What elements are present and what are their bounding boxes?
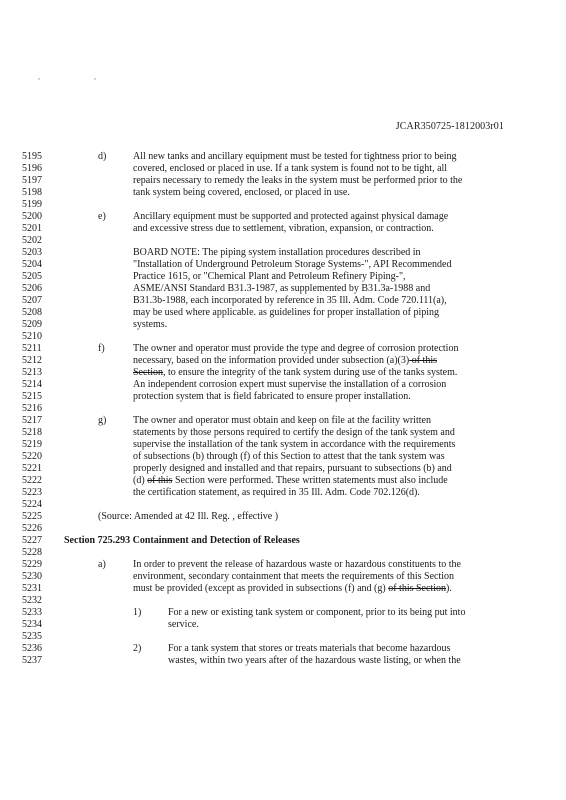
line-number: 5199 bbox=[22, 198, 42, 210]
text-run: B31.3b-1988, each incorporated by reference in 35 Ill. Adm. Code 720.111(a), bbox=[133, 294, 447, 306]
text-run: tank system being covered, enclosed, or placed in use. bbox=[133, 186, 350, 198]
line-number: 5217 bbox=[22, 414, 42, 426]
line-text bbox=[133, 307, 439, 319]
document-line bbox=[0, 331, 566, 343]
document-line bbox=[0, 283, 566, 295]
line-number: 5227 bbox=[22, 534, 42, 546]
line-number: 5235 bbox=[22, 630, 42, 642]
text-run: The owner and operator must obtain and keep on file at the facility written bbox=[133, 414, 431, 426]
line-text bbox=[133, 391, 411, 403]
document-line bbox=[0, 403, 566, 415]
document-line bbox=[0, 607, 566, 619]
text-run: The owner and operator must provide the type and degree of corrosion protection bbox=[133, 342, 459, 354]
document-line bbox=[0, 175, 566, 187]
document-line bbox=[0, 643, 566, 655]
line-number: 5211 bbox=[22, 342, 42, 354]
text-run: ASME/ANSI Standard B31.3-1987, as supplemented by B31.3a-1988 and bbox=[133, 282, 431, 294]
line-number: 5202 bbox=[22, 234, 42, 246]
subsection-marker: f) bbox=[98, 342, 105, 354]
struck-text: of this Section bbox=[388, 582, 446, 594]
text-run: For a tank system that stores or treats materials that become hazardous bbox=[168, 642, 451, 654]
line-number: 5215 bbox=[22, 390, 42, 402]
document-line bbox=[0, 571, 566, 583]
line-number: 5218 bbox=[22, 426, 42, 438]
line-text bbox=[133, 319, 167, 331]
document-line bbox=[0, 319, 566, 331]
section-heading bbox=[64, 535, 300, 547]
line-number: 5213 bbox=[22, 366, 42, 378]
line-text bbox=[168, 643, 450, 655]
document-line bbox=[0, 199, 566, 211]
text-run: repairs necessary to remedy the leaks in the system must be performed prior to the bbox=[133, 174, 463, 186]
subsection-marker: e) bbox=[98, 210, 106, 222]
line-text bbox=[168, 607, 465, 619]
line-number: 5214 bbox=[22, 378, 42, 390]
text-run: protection system that is field fabricated to ensure proper installation. bbox=[133, 390, 411, 402]
line-text bbox=[133, 211, 448, 223]
source-note bbox=[98, 511, 278, 523]
text-run: Section 725.293 Containment and Detection of Releases bbox=[64, 534, 300, 546]
line-number: 5230 bbox=[22, 570, 42, 582]
text-run: An independent corrosion expert must supervise the installation of a corrosion bbox=[133, 378, 447, 390]
document-line bbox=[0, 559, 566, 571]
text-run: of subsections (b) through (f) of this Section to attest that the tank system was bbox=[133, 450, 445, 462]
scan-marks: , , bbox=[38, 72, 122, 81]
text-run: BOARD NOTE: The piping system installation procedures described in bbox=[133, 246, 421, 258]
line-text bbox=[133, 283, 430, 295]
line-number: 5226 bbox=[22, 522, 42, 534]
text-run: statements by those persons required to certify the design of the tank system and bbox=[133, 426, 455, 438]
text-run: covered, enclosed or placed in use. If a tank system is found not to be tight, all bbox=[133, 162, 448, 174]
line-number: 5233 bbox=[22, 606, 42, 618]
text-run: wastes, within two years after of the hazardous waste listing, or when the bbox=[168, 654, 461, 666]
line-text bbox=[168, 619, 199, 631]
text-run: (Source: Amended at 42 Ill. Reg. , effective ) bbox=[98, 510, 279, 522]
struck-text: of this bbox=[147, 474, 173, 486]
text-run: (d) bbox=[133, 474, 148, 486]
line-number: 5212 bbox=[22, 354, 42, 366]
line-text bbox=[133, 571, 454, 583]
line-text bbox=[133, 559, 461, 571]
line-text bbox=[133, 415, 431, 427]
line-number: 5209 bbox=[22, 318, 42, 330]
text-run: the certification statement, as required in 35 Ill. Adm. Code 702.126(d). bbox=[133, 486, 420, 498]
document-line bbox=[0, 631, 566, 643]
document-line bbox=[0, 547, 566, 559]
document-line bbox=[0, 439, 566, 451]
document-line bbox=[0, 343, 566, 355]
line-text bbox=[133, 247, 421, 259]
document-line bbox=[0, 295, 566, 307]
line-text bbox=[168, 655, 461, 667]
text-run: must be provided (except as provided in subsections (f) and (g) bbox=[133, 582, 389, 594]
text-run: All new tanks and ancillary equipment must be tested for tightness prior to being bbox=[133, 150, 457, 162]
line-text bbox=[133, 151, 457, 163]
line-text bbox=[133, 223, 434, 235]
line-text bbox=[133, 343, 458, 355]
line-number: 5197 bbox=[22, 174, 42, 186]
line-number: 5223 bbox=[22, 486, 42, 498]
line-number: 5198 bbox=[22, 186, 42, 198]
line-number: 5234 bbox=[22, 618, 42, 630]
document-line bbox=[0, 583, 566, 595]
line-number: 5224 bbox=[22, 498, 42, 510]
line-number: 5204 bbox=[22, 258, 42, 270]
document-line bbox=[0, 187, 566, 199]
document-line bbox=[0, 523, 566, 535]
line-number: 5219 bbox=[22, 438, 42, 450]
text-run: Practice 1615, or "Chemical Plant and Petroleum Refinery Piping-", bbox=[133, 270, 406, 282]
line-text bbox=[133, 163, 447, 175]
line-number: 5225 bbox=[22, 510, 42, 522]
line-number: 5216 bbox=[22, 402, 42, 414]
struck-text: of this bbox=[409, 354, 437, 366]
paragraph-marker: 2) bbox=[133, 642, 142, 654]
text-run: properly designed and installed and that repairs, pursuant to subsections (b) and bbox=[133, 462, 452, 474]
line-number: 5200 bbox=[22, 210, 42, 222]
document-line bbox=[0, 463, 566, 475]
line-text bbox=[133, 379, 446, 391]
line-number: 5196 bbox=[22, 162, 42, 174]
line-text bbox=[133, 367, 457, 379]
document-line bbox=[0, 151, 566, 163]
subsection-marker: a) bbox=[98, 558, 106, 570]
paragraph-marker: 1) bbox=[133, 606, 142, 618]
line-text bbox=[133, 427, 455, 439]
line-number: 5201 bbox=[22, 222, 42, 234]
text-run: service. bbox=[168, 618, 199, 630]
text-run: "Installation of Underground Petroleum Storage Systems-", API Recommended bbox=[133, 258, 452, 270]
line-text bbox=[133, 463, 452, 475]
line-text bbox=[133, 175, 462, 187]
line-text bbox=[133, 259, 452, 271]
text-run: supervise the installation of the tank system in accordance with the requirements bbox=[133, 438, 456, 450]
document-line bbox=[0, 271, 566, 283]
line-number: 5236 bbox=[22, 642, 42, 654]
text-run: ). bbox=[446, 582, 452, 594]
line-text bbox=[133, 487, 420, 499]
line-number: 5208 bbox=[22, 306, 42, 318]
document-line bbox=[0, 415, 566, 427]
text-run: For a new or existing tank system or component, prior to its being put into bbox=[168, 606, 466, 618]
line-number: 5229 bbox=[22, 558, 42, 570]
document-line bbox=[0, 211, 566, 223]
line-number: 5222 bbox=[22, 474, 42, 486]
text-run: may be used where applicable. as guidelines for proper installation of piping bbox=[133, 306, 440, 318]
line-number: 5220 bbox=[22, 450, 42, 462]
document-line bbox=[0, 163, 566, 175]
line-number: 5231 bbox=[22, 582, 42, 594]
text-run: Ancillary equipment must be supported and protected against physical damage bbox=[133, 210, 449, 222]
line-text bbox=[133, 451, 445, 463]
line-number: 5205 bbox=[22, 270, 42, 282]
document-line bbox=[0, 451, 566, 463]
line-number: 5203 bbox=[22, 246, 42, 258]
line-number: 5195 bbox=[22, 150, 42, 162]
document-line bbox=[0, 391, 566, 403]
document-line bbox=[0, 595, 566, 607]
subsection-marker: g) bbox=[98, 414, 107, 426]
line-number: 5210 bbox=[22, 330, 42, 342]
document-line bbox=[0, 487, 566, 499]
document-line bbox=[0, 223, 566, 235]
document-line bbox=[0, 475, 566, 487]
document-line bbox=[0, 619, 566, 631]
document-line bbox=[0, 427, 566, 439]
line-text bbox=[133, 583, 452, 595]
line-text bbox=[133, 355, 437, 367]
document-line bbox=[0, 367, 566, 379]
document-line bbox=[0, 259, 566, 271]
line-text bbox=[133, 439, 455, 451]
document-line bbox=[0, 655, 566, 667]
document-id: JCAR350725-1812003r01 bbox=[395, 121, 504, 132]
text-run: environment, secondary containment that meets the requirements of this Section bbox=[133, 570, 455, 582]
text-run: , to ensure the integrity of the tank system during use of the tanks system. bbox=[163, 366, 458, 378]
text-run: In order to prevent the release of hazardous waste or hazardous constituents to the bbox=[133, 558, 461, 570]
line-text bbox=[133, 187, 350, 199]
line-text bbox=[133, 271, 406, 283]
text-run: necessary, based on the information provided under subsection (a)(3) bbox=[133, 354, 410, 366]
line-number: 5228 bbox=[22, 546, 42, 558]
line-number: 5232 bbox=[22, 594, 42, 606]
line-number: 5207 bbox=[22, 294, 42, 306]
text-run: and excessive stress due to settlement, vibration, expansion, or contraction. bbox=[133, 222, 434, 234]
text-run: Section were performed. These written statements must also include bbox=[172, 474, 448, 486]
subsection-marker: d) bbox=[98, 150, 107, 162]
line-number: 5221 bbox=[22, 462, 42, 474]
line-text bbox=[133, 295, 447, 307]
document-line bbox=[0, 379, 566, 391]
line-number: 5206 bbox=[22, 282, 42, 294]
document-line bbox=[0, 511, 566, 523]
document-line bbox=[0, 247, 566, 259]
document-line bbox=[0, 307, 566, 319]
document-line bbox=[0, 235, 566, 247]
text-run: systems. bbox=[133, 318, 168, 330]
document-line bbox=[0, 355, 566, 367]
line-number: 5237 bbox=[22, 654, 42, 666]
document-line bbox=[0, 535, 566, 547]
struck-text: Section bbox=[133, 366, 163, 378]
line-text bbox=[133, 475, 448, 487]
document-line bbox=[0, 499, 566, 511]
